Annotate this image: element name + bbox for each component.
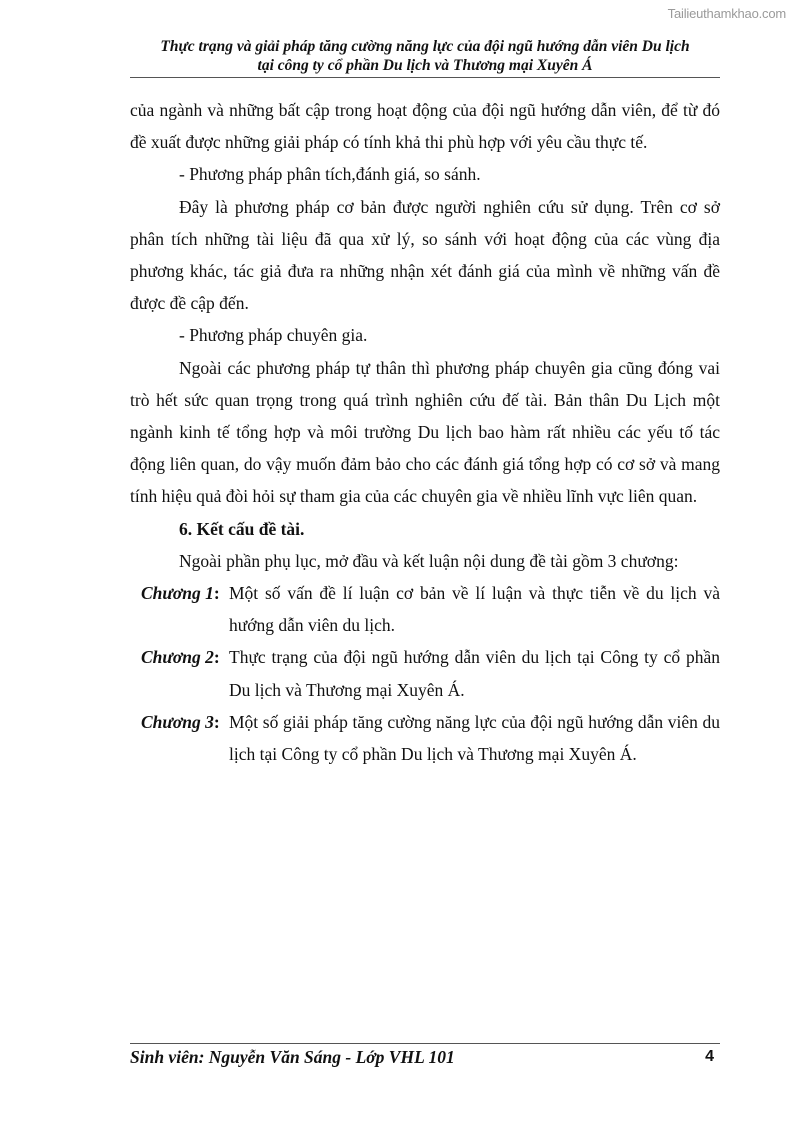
chapter-description: Một số giải pháp tăng cường năng lực của đội ngũ hướng dẫn viên du lịch tại Công ty cổ phần Du lịch và Thương mại Xuyên Á. xyxy=(229,711,720,765)
chapter-description: Một số vấn đề lí luận cơ bản về lí luận và thực tiễn về du lịch và hướng dẫn viên du lịch. xyxy=(229,583,720,636)
footer-divider xyxy=(130,1043,720,1044)
chapter-label xyxy=(141,641,220,673)
header-divider xyxy=(130,77,720,78)
method-analysis-paragraph: Đây là phương pháp cơ bản được người nghiên cứu sử dụng. Trên cơ sở phân tích những tài liệu đã qua xử lý, so sánh với hoạt động của các vùng địa phương khác, tác giả đưa ra những nhận xét đánh giá của mình về những vấn đề được đề cập đến. xyxy=(130,196,720,314)
chapter-label-text: Chương 2 xyxy=(141,647,214,668)
chapter-label-colon: : xyxy=(213,647,220,668)
section-intro: Ngoài phần phụ lục, mở đầu và kết luận nội dung đề tài gồm 3 chương: xyxy=(179,550,679,571)
chapter-label xyxy=(141,577,220,609)
header-title-line-2: tại công ty cổ phần Du lịch và Thương mại Xuyên Á xyxy=(257,57,593,74)
chapter-label-colon: : xyxy=(213,583,220,604)
chapter-item-1 xyxy=(130,577,720,641)
method-expert-title: - Phương pháp chuyên gia. xyxy=(179,325,368,346)
page-header xyxy=(130,37,720,75)
paragraph-continued: của ngành và những bất cập trong hoạt động của đội ngũ hướng dẫn viên, để từ đó đề xuất được những giải pháp có tính khả thi phù hợp với yêu cầu thực tế. xyxy=(130,100,720,153)
method-analysis-title: - Phương pháp phân tích,đánh giá, so sánh. xyxy=(179,164,481,185)
header-title-line-1: Thực trạng và giải pháp tăng cường năng lực của đội ngũ hướng dẫn viên Du lịch xyxy=(160,38,690,55)
chapter-item-3 xyxy=(130,706,720,770)
chapter-label-text: Chương 1 xyxy=(141,583,214,604)
chapter-label xyxy=(141,706,220,738)
watermark: Tailieuthamkhao.com xyxy=(667,6,786,21)
chapter-description: Thực trạng của đội ngũ hướng dẫn viên du lịch tại Công ty cổ phần Du lịch và Thương mại Xuyên Á. xyxy=(229,647,720,700)
chapter-label-colon: : xyxy=(213,711,220,732)
section-heading: 6. Kết cấu đề tài. xyxy=(179,518,305,539)
document-body xyxy=(130,94,720,770)
footer-student-info: Sinh viên: Nguyễn Văn Sáng - Lớp VHL 101 xyxy=(130,1047,455,1067)
chapter-item-2 xyxy=(130,641,720,705)
method-expert-paragraph: Ngoài các phương pháp tự thân thì phương pháp chuyên gia cũng đóng vai trò hết sức quan trọng trong quá trình nghiên cứu đế tài. Bản thân Du Lịch một ngành kinh tế tổng hợp và môi trường Du lịch bao hàm rất nhiều các yếu tố tác động liên quan, do vậy muốn đảm bảo cho các đánh giá tổng hợp có cơ sở và mang tính hiệu quả đòi hỏi sự tham gia của các chuyên gia về nhiều lĩnh vực liên quan. xyxy=(130,357,720,507)
chapter-label-text: Chương 3 xyxy=(141,711,214,732)
page-number: 4 xyxy=(705,1048,714,1065)
